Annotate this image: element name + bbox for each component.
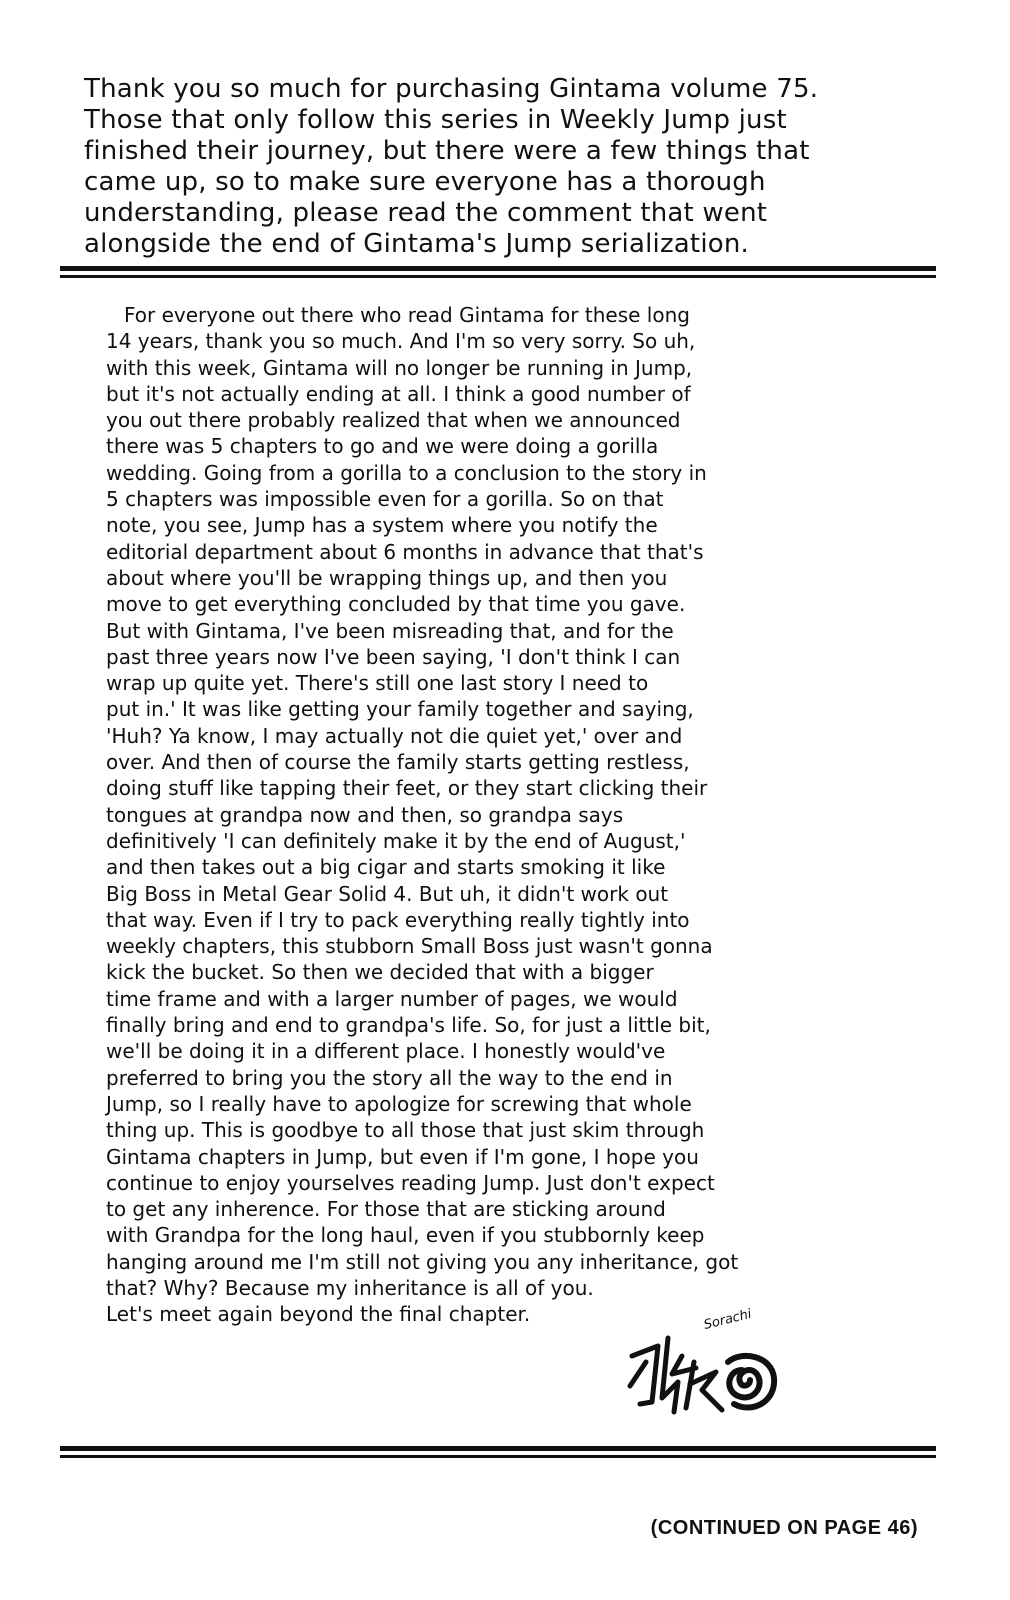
comment-line: 5 chapters was impossible even for a gorilla. So on that	[106, 487, 664, 512]
comment-line: and then takes out a big cigar and starts smoking it like	[106, 855, 666, 880]
comment-line: For everyone out there who read Gintama for these long	[124, 303, 690, 327]
comment-line: finally bring and end to grandpa's life. So, for just a little bit,	[106, 1013, 711, 1038]
comment-line: we'll be doing it in a different place. I honestly would've	[106, 1039, 666, 1064]
comment-line: wrap up quite yet. There's still one last story I need to	[106, 671, 649, 696]
intro-line: finished their journey, but there were a few things that	[84, 136, 810, 166]
intro-line: Thank you so much for purchasing Gintama volume 75.	[84, 74, 819, 104]
top-divider	[60, 266, 936, 280]
comment-line: doing stuff like tapping their feet, or they start clicking their	[106, 776, 708, 801]
comment-line: there was 5 chapters to go and we were doing a gorilla	[106, 434, 659, 459]
comment-line: but it's not actually ending at all. I think a good number of	[106, 381, 691, 406]
comment-line: Big Boss in Metal Gear Solid 4. But uh, it didn't work out	[106, 881, 669, 906]
bottom-divider	[60, 1446, 936, 1460]
comment-line: with Grandpa for the long haul, even if you stubbornly keep	[106, 1223, 705, 1248]
comment-line: wedding. Going from a gorilla to a conclusion to the story in	[106, 460, 707, 485]
divider-thick-line	[60, 266, 936, 271]
intro-line: understanding, please read the comment that went	[84, 198, 768, 228]
comment-line: definitively 'I can definitely make it by the end of August,'	[106, 828, 686, 853]
comment-line: But with Gintama, I've been misreading that, and for the	[106, 618, 674, 643]
intro-paragraph	[84, 74, 934, 260]
comment-line: you out there probably realized that when we announced	[106, 408, 681, 433]
comment-line: that? Why? Because my inheritance is all of you.	[106, 1275, 594, 1300]
comment-line: kick the bucket. So then we decided that with a bigger	[106, 960, 654, 985]
comment-line: Gintama chapters in Jump, but even if I'm gone, I hope you	[106, 1144, 699, 1169]
comment-line: with this week, Gintama will no longer be running in Jump,	[106, 355, 693, 380]
comment-line: move to get everything concluded by that time you gave.	[106, 592, 686, 617]
comment-line: past three years now I've been saying, 'I don't think I can	[106, 644, 681, 669]
comment-line: put in.' It was like getting your family together and saying,	[106, 697, 694, 722]
comment-line: preferred to bring you the story all the way to the end in	[106, 1065, 673, 1090]
continued-note: (CONTINUED ON PAGE 46)	[650, 1517, 918, 1539]
signature-scribble-icon	[624, 1316, 784, 1426]
comment-line: that way. Even if I try to pack everything really tightly into	[106, 907, 690, 932]
comment-line: note, you see, Jump has a system where you notify the	[106, 513, 658, 538]
divider-thick-line	[60, 1446, 936, 1451]
comment-line: hanging around me I'm still not giving you any inheritance, got	[106, 1249, 739, 1274]
comment-line: tongues at grandpa now and then, so grandpa says	[106, 802, 624, 827]
intro-line: Those that only follow this series in Weekly Jump just	[84, 105, 787, 135]
comment-line: 'Huh? Ya know, I may actually not die quiet yet,' over and	[106, 723, 683, 748]
comment-line: to get any inherence. For those that are sticking around	[106, 1197, 666, 1222]
signature-label: Sorachi	[702, 1306, 754, 1333]
comment-line: Let's meet again beyond the final chapter.	[106, 1302, 531, 1327]
comment-line: editorial department about 6 months in advance that that's	[106, 539, 704, 564]
intro-line: alongside the end of Gintama's Jump serialization.	[84, 229, 750, 259]
comment-line: continue to enjoy yourselves reading Jump. Just don't expect	[106, 1170, 715, 1195]
comment-line: time frame and with a larger number of pages, we would	[106, 986, 678, 1011]
comment-line: weekly chapters, this stubborn Small Boss just wasn't gonna	[106, 934, 713, 959]
author-signature	[624, 1316, 784, 1426]
author-comment	[106, 302, 886, 1328]
intro-line: came up, so to make sure everyone has a thorough	[84, 167, 766, 197]
comment-line: thing up. This is goodbye to all those that just skim through	[106, 1118, 705, 1143]
comment-line: about where you'll be wrapping things up, and then you	[106, 565, 668, 590]
comment-line: over. And then of course the family starts getting restless,	[106, 750, 690, 775]
comment-line: 14 years, thank you so much. And I'm so very sorry. So uh,	[106, 329, 696, 354]
divider-thin-line	[60, 275, 936, 278]
divider-thin-line	[60, 1455, 936, 1458]
comment-line: Jump, so I really have to apologize for screwing that whole	[106, 1091, 692, 1116]
